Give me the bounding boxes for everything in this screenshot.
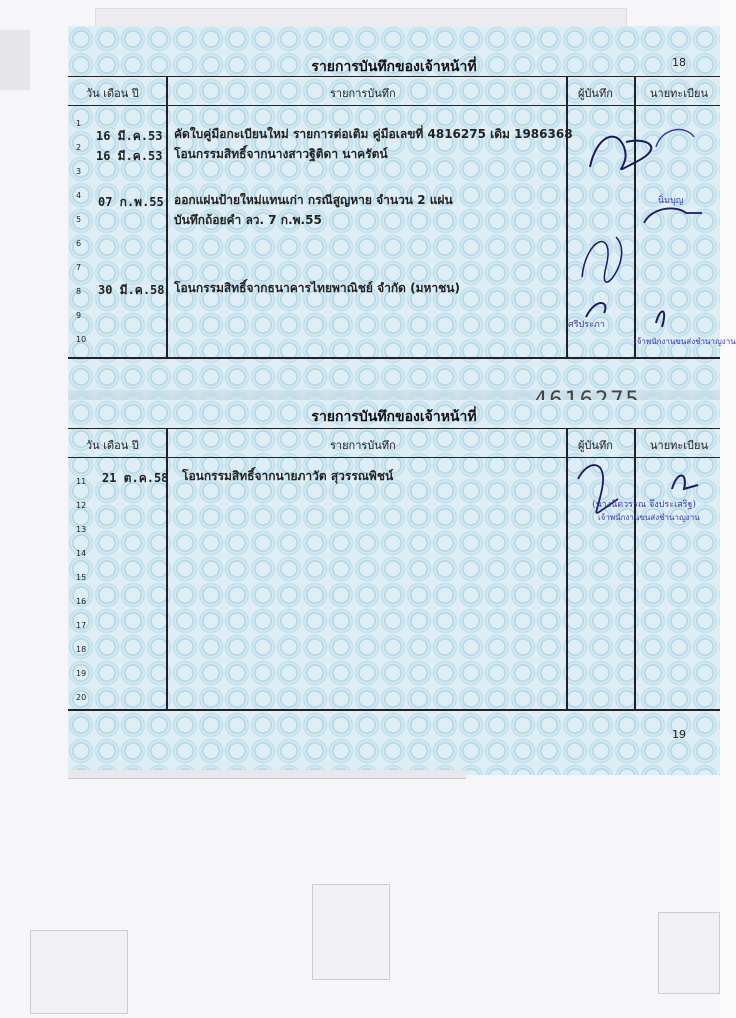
- back-page-side: [0, 30, 30, 90]
- row-date: 30 มี.ค.58: [98, 283, 165, 297]
- official-stamp: นิ่มบุญ: [658, 196, 684, 206]
- row-number: 15: [76, 573, 87, 582]
- header-registrar: นายทะเบียน: [650, 439, 709, 452]
- row-number: 5: [76, 215, 82, 224]
- row-date: 16 มี.ค.53: [96, 149, 163, 163]
- row-entry: ออกแผ่นป้ายใหม่แทนเก่า กรณีสูญหาย จำนวน 2 แผ่น: [174, 193, 453, 207]
- signature-stroke: [586, 303, 605, 317]
- row-number: 16: [76, 597, 87, 606]
- row-number: 14: [76, 549, 87, 558]
- header-entry: รายการบันทึก: [330, 87, 396, 100]
- column-divider: [166, 77, 168, 359]
- official-stamp: เจ้าพนักงานขนส่งชำนาญงาน: [598, 513, 700, 522]
- signature-stroke: [672, 475, 698, 489]
- official-stamp: ศรีประภา: [568, 320, 605, 330]
- row-number: 9: [76, 311, 82, 320]
- signature-stroke: [582, 237, 622, 282]
- header-entry: รายการบันทึก: [330, 439, 396, 452]
- row-number: 3: [76, 167, 82, 176]
- row-number: 18: [76, 645, 87, 654]
- signature-stroke: [644, 208, 702, 223]
- record-table-1: [68, 76, 736, 359]
- row-number: 2: [76, 143, 82, 152]
- row-date: 21 ต.ค.58: [102, 471, 169, 485]
- signature-stroke: [656, 130, 694, 147]
- row-number: 20: [76, 693, 87, 702]
- signature-stroke: [656, 311, 664, 327]
- row-number: 11: [76, 477, 87, 486]
- header-recorder: ผู้บันทึก: [578, 439, 613, 452]
- background-paper: [658, 912, 720, 994]
- table-bottom-rule: [68, 357, 720, 359]
- paper-strip: [68, 770, 466, 779]
- header-recorder: ผู้บันทึก: [578, 87, 613, 100]
- page-number: 18: [672, 56, 686, 69]
- signature-stroke: [590, 137, 651, 170]
- row-entry: บันทึกถ้อยคำ ลว. 7 ก.พ.55: [174, 213, 322, 227]
- row-number: 12: [76, 501, 87, 510]
- row-entry: คัดใบคู่มือกะเบียนใหม่ รายการต่อเติม คู่มือเลขที่ 4816275 เดิม 1986368: [174, 127, 573, 141]
- official-stamp: (นางนิตวรรณ จึงประเสริฐ): [592, 500, 696, 510]
- row-entry: โอนกรรมสิทธิ์จากธนาคารไทยพาณิชย์ จำกัด (มหาชน): [174, 281, 460, 295]
- row-date: 07 ก.พ.55: [98, 195, 164, 209]
- row-number: 19: [76, 669, 87, 678]
- row-number: 4: [76, 191, 82, 200]
- row-entry: โอนกรรมสิทธิ์จากนางสาวฐิติดา นาครัตน์: [174, 147, 388, 161]
- row-number: 17: [76, 621, 87, 630]
- official-stamp: เจ้าพนักงานขนส่งชำนาญงาน: [634, 337, 736, 346]
- header-registrar: นายทะเบียน: [650, 87, 709, 100]
- row-number: 1: [76, 119, 82, 128]
- row-number: 10: [76, 335, 87, 344]
- table-bottom-rule: [68, 709, 720, 711]
- row-entry: โอนกรรมสิทธิ์จากนายภาวัต สุวรรณพิชน์: [182, 469, 394, 483]
- row-number: 7: [76, 263, 82, 272]
- row-number: 8: [76, 287, 82, 296]
- record-sheet-2: [68, 400, 720, 775]
- record-table-2: [68, 428, 720, 711]
- record-sheet-1: [68, 26, 736, 406]
- background-paper: [30, 930, 128, 1014]
- sheet-title: รายการบันทึกของเจ้าหน้าที่: [311, 59, 477, 75]
- row-number: 6: [76, 239, 82, 248]
- header-date: วัน เดือน ปี: [86, 439, 139, 452]
- sheet-title: รายการบันทึกของเจ้าหน้าที่: [311, 409, 477, 425]
- page-number: 19: [672, 728, 686, 741]
- row-number: 13: [76, 525, 87, 534]
- row-date: 16 มี.ค.53: [96, 129, 163, 143]
- header-date: วัน เดือน ปี: [86, 87, 139, 100]
- background-paper: [312, 884, 390, 980]
